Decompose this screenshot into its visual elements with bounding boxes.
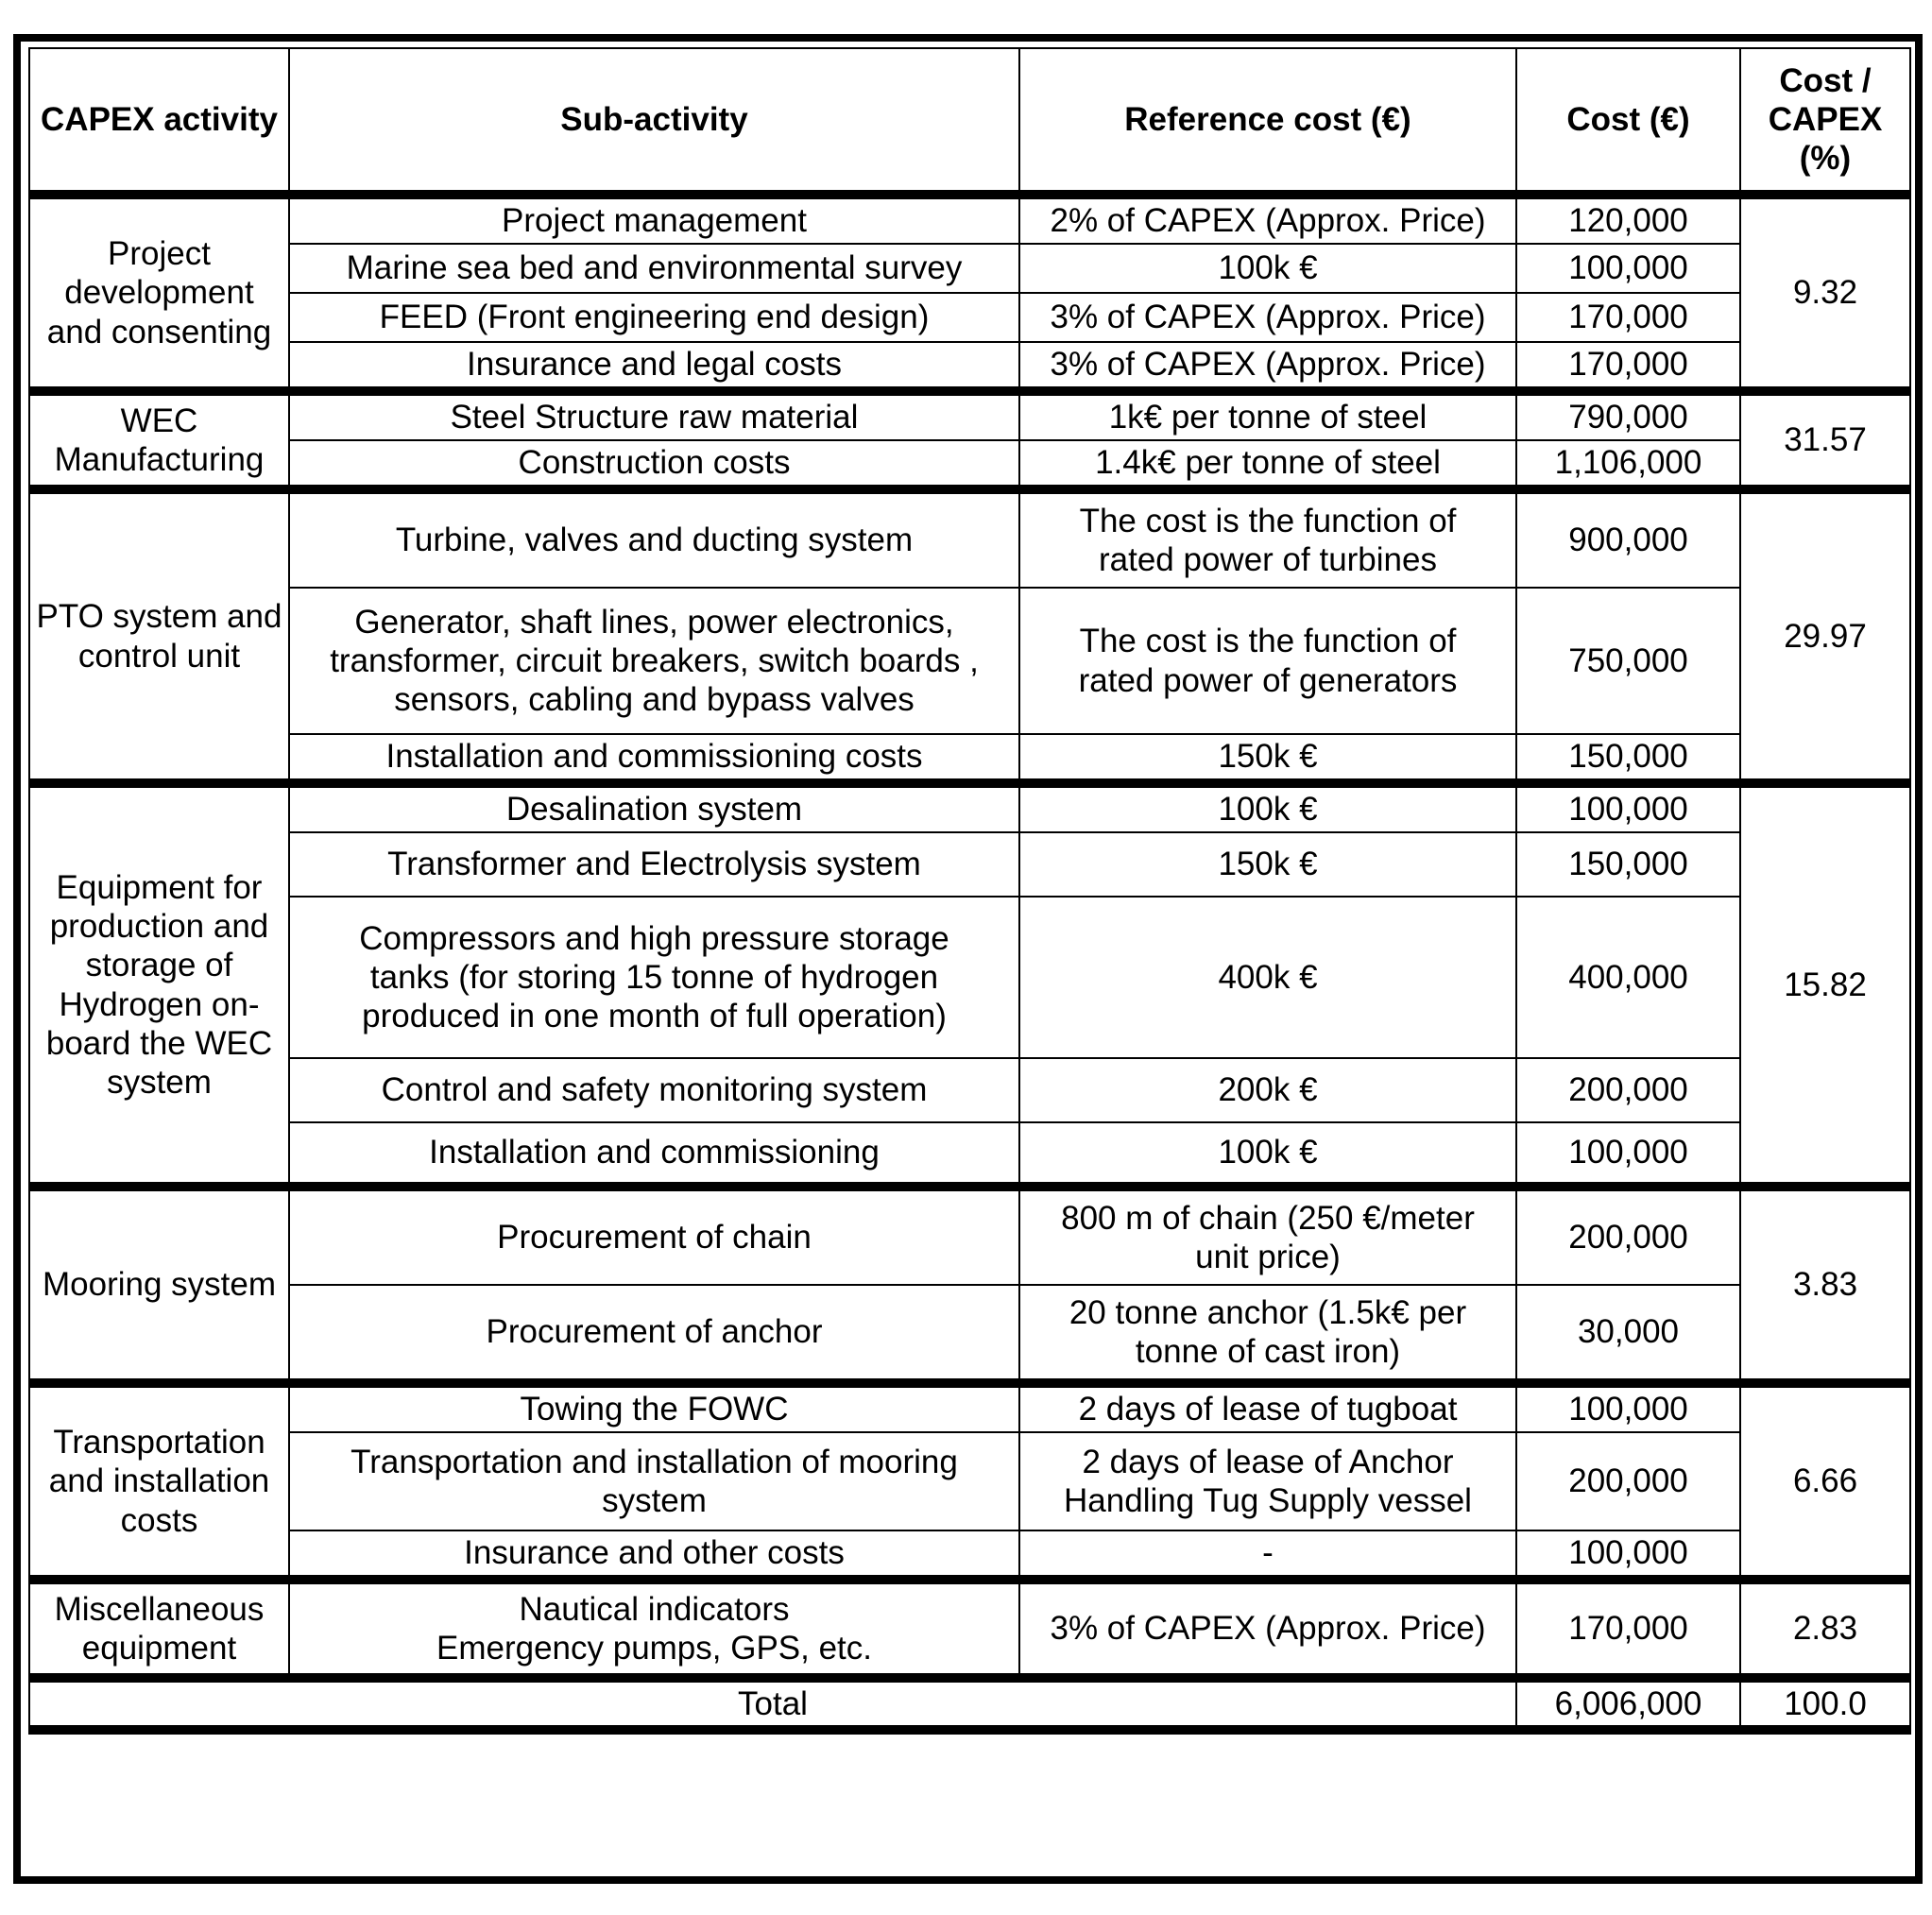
cost-cell: 170,000 xyxy=(1516,1580,1740,1678)
cost-cell: 150,000 xyxy=(1516,734,1740,783)
cost-cell: 150,000 xyxy=(1516,832,1740,897)
share-cell: 31.57 xyxy=(1740,391,1910,489)
cost-cell: 100,000 xyxy=(1516,783,1740,832)
share-cell: 15.82 xyxy=(1740,783,1910,1187)
subactivity-cell: Turbine, valves and ducting system xyxy=(289,489,1019,588)
cost-cell: 30,000 xyxy=(1516,1285,1740,1383)
reference-cost-cell: 3% of CAPEX (Approx. Price) xyxy=(1019,1580,1516,1678)
table-row xyxy=(29,440,1910,489)
subactivity-cell: FEED (Front engineering end design) xyxy=(289,293,1019,342)
subactivity-cell: Compressors and high pressure storage tanks (for storing 15 tonne of hydrogen produced in one month of full operation) xyxy=(289,897,1019,1058)
subactivity-cell: Insurance and legal costs xyxy=(289,342,1019,391)
subactivity-cell: Project management xyxy=(289,195,1019,244)
share-cell: 9.32 xyxy=(1740,195,1910,391)
share-cell: 2.83 xyxy=(1740,1580,1910,1678)
activity-cell: Project development and consenting xyxy=(29,195,289,391)
reference-cost-cell: - xyxy=(1019,1530,1516,1580)
cost-cell: 120,000 xyxy=(1516,195,1740,244)
table-row xyxy=(29,1187,1910,1285)
subactivity-cell: Towing the FOWC xyxy=(289,1383,1019,1432)
activity-cell: Mooring system xyxy=(29,1187,289,1383)
table-row xyxy=(29,1432,1910,1530)
activity-cell: Transportation and installation costs xyxy=(29,1383,289,1580)
reference-cost-cell: 200k € xyxy=(1019,1058,1516,1122)
header-capex-activity: CAPEX activity xyxy=(29,48,289,195)
cost-cell: 200,000 xyxy=(1516,1058,1740,1122)
cost-cell: 790,000 xyxy=(1516,391,1740,440)
reference-cost-cell: 100k € xyxy=(1019,1122,1516,1187)
subactivity-cell: Control and safety monitoring system xyxy=(289,1058,1019,1122)
share-cell: 29.97 xyxy=(1740,489,1910,783)
subactivity-cell: Marine sea bed and environmental survey xyxy=(289,244,1019,293)
reference-cost-cell: The cost is the function of rated power of turbines xyxy=(1019,489,1516,588)
total-row xyxy=(29,1678,1910,1730)
cost-cell: 100,000 xyxy=(1516,1530,1740,1580)
activity-cell: PTO system and control unit xyxy=(29,489,289,783)
table-row xyxy=(29,1580,1910,1678)
activity-cell: Miscellaneous equipment xyxy=(29,1580,289,1678)
activity-cell: WEC Manufacturing xyxy=(29,391,289,489)
subactivity-cell: Desalination system xyxy=(289,783,1019,832)
capex-table xyxy=(28,47,1911,1735)
reference-cost-cell: 20 tonne anchor (1.5k€ per tonne of cast iron) xyxy=(1019,1285,1516,1383)
subactivity-cell: Transportation and installation of mooring system xyxy=(289,1432,1019,1530)
subactivity-cell: Installation and commissioning costs xyxy=(289,734,1019,783)
table-row xyxy=(29,293,1910,342)
reference-cost-cell: 2 days of lease of Anchor Handling Tug Supply vessel xyxy=(1019,1432,1516,1530)
cost-cell: 170,000 xyxy=(1516,342,1740,391)
subactivity-cell: Nautical indicators Emergency pumps, GPS, etc. xyxy=(289,1580,1019,1678)
table-row xyxy=(29,1530,1910,1580)
reference-cost-cell: 100k € xyxy=(1019,783,1516,832)
subactivity-cell: Construction costs xyxy=(289,440,1019,489)
activity-cell: Equipment for production and storage of Hydrogen on- board the WEC system xyxy=(29,783,289,1187)
reference-cost-cell: The cost is the function of rated power of generators xyxy=(1019,588,1516,734)
group-wec-manufacturing xyxy=(29,391,1910,489)
cost-cell: 100,000 xyxy=(1516,1122,1740,1187)
cost-cell: 400,000 xyxy=(1516,897,1740,1058)
reference-cost-cell: 1k€ per tonne of steel xyxy=(1019,391,1516,440)
header-cost: Cost (€) xyxy=(1516,48,1740,195)
header-reference-cost: Reference cost (€) xyxy=(1019,48,1516,195)
subactivity-cell: Insurance and other costs xyxy=(289,1530,1019,1580)
group-miscellaneous xyxy=(29,1580,1910,1678)
cost-cell: 170,000 xyxy=(1516,293,1740,342)
group-mooring-system xyxy=(29,1187,1910,1383)
table-row xyxy=(29,244,1910,293)
reference-cost-cell: 150k € xyxy=(1019,832,1516,897)
table-row xyxy=(29,1383,1910,1432)
subactivity-cell: Procurement of chain xyxy=(289,1187,1019,1285)
total-label: Total xyxy=(29,1678,1516,1730)
reference-cost-cell: 2% of CAPEX (Approx. Price) xyxy=(1019,195,1516,244)
group-transportation xyxy=(29,1383,1910,1580)
table-row xyxy=(29,1122,1910,1187)
reference-cost-cell: 400k € xyxy=(1019,897,1516,1058)
table-row xyxy=(29,1058,1910,1122)
cost-cell: 200,000 xyxy=(1516,1432,1740,1530)
subactivity-cell: Steel Structure raw material xyxy=(289,391,1019,440)
reference-cost-cell: 1.4k€ per tonne of steel xyxy=(1019,440,1516,489)
cost-cell: 1,106,000 xyxy=(1516,440,1740,489)
cost-cell: 100,000 xyxy=(1516,1383,1740,1432)
table-row xyxy=(29,391,1910,440)
table-row xyxy=(29,1285,1910,1383)
header-sub-activity: Sub-activity xyxy=(289,48,1019,195)
cost-cell: 200,000 xyxy=(1516,1187,1740,1285)
group-pto-system xyxy=(29,489,1910,783)
subactivity-cell: Generator, shaft lines, power electronics, transformer, circuit breakers, switch boards , sensors, cabling and bypass valves xyxy=(289,588,1019,734)
reference-cost-cell: 100k € xyxy=(1019,244,1516,293)
subactivity-cell: Procurement of anchor xyxy=(289,1285,1019,1383)
table-row xyxy=(29,195,1910,244)
reference-cost-cell: 3% of CAPEX (Approx. Price) xyxy=(1019,342,1516,391)
table-row xyxy=(29,489,1910,588)
cost-cell: 750,000 xyxy=(1516,588,1740,734)
share-cell: 3.83 xyxy=(1740,1187,1910,1383)
total-share: 100.0 xyxy=(1740,1678,1910,1730)
table-row xyxy=(29,897,1910,1058)
reference-cost-cell: 800 m of chain (250 €/meter unit price) xyxy=(1019,1187,1516,1285)
header-cost-capex-share: Cost / CAPEX (%) xyxy=(1740,48,1910,195)
share-cell: 6.66 xyxy=(1740,1383,1910,1580)
table-row xyxy=(29,734,1910,783)
table-row xyxy=(29,783,1910,832)
cost-cell: 900,000 xyxy=(1516,489,1740,588)
group-hydrogen-equipment xyxy=(29,783,1910,1187)
group-project-development xyxy=(29,195,1910,391)
reference-cost-cell: 150k € xyxy=(1019,734,1516,783)
cost-cell: 100,000 xyxy=(1516,244,1740,293)
table-row xyxy=(29,342,1910,391)
reference-cost-cell: 3% of CAPEX (Approx. Price) xyxy=(1019,293,1516,342)
table-row xyxy=(29,832,1910,897)
total-section xyxy=(29,1678,1910,1730)
total-cost: 6,006,000 xyxy=(1516,1678,1740,1730)
table-row xyxy=(29,588,1910,734)
subactivity-cell: Installation and commissioning xyxy=(289,1122,1019,1187)
reference-cost-cell: 2 days of lease of tugboat xyxy=(1019,1383,1516,1432)
subactivity-cell: Transformer and Electrolysis system xyxy=(289,832,1019,897)
